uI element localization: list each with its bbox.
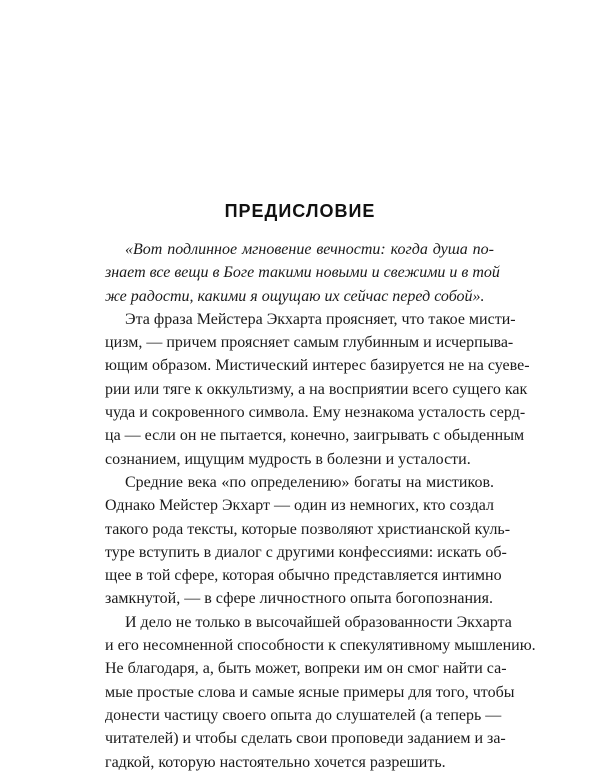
epigraph-line: «Вот подлинное мгновение вечности: когда душа по- [125, 241, 494, 258]
epigraph [105, 238, 500, 308]
paragraph-line: щее в той сфере, которая обычно представляется интимно [105, 567, 502, 585]
paragraph [105, 308, 530, 471]
paragraph-line: сознанием, ищущим мудрость в болезни и усталости. [105, 450, 471, 468]
paragraph-line: такого рода тексты, которые позволяют христианской куль- [105, 520, 511, 538]
paragraph-line: донести частицу своего опыта до слушателей (а теперь — [105, 706, 502, 724]
epigraph-line: же радости, какими я ощущаю их сейчас перед собой». [105, 287, 485, 305]
paragraph-line: рии или тяге к оккультизму, а на восприятии всего сущего как [105, 380, 528, 398]
paragraph-line: гадкой, которую настоятельно хочется разрешить. [105, 753, 446, 771]
paragraph-line: Средние века «по определению» богаты на мистиков. [125, 473, 494, 491]
paragraph-line: ющим образом. Мистический интерес базируется не на суеве- [105, 357, 530, 375]
paragraph-line: Однако Мейстер Экхарт — один из немногих, кто создал [105, 497, 494, 515]
paragraph-line: цизм, — причем проясняет самым глубинным и исчерпыва- [105, 334, 514, 352]
epigraph-line: знает все вещи в Боге такими новыми и свежими и в той [105, 264, 500, 282]
paragraph-line: читателей) и чтобы сделать свои проповеди заданием и за- [105, 730, 506, 748]
paragraph-line: туре вступить в диалог с другими конфессиями: искать об- [105, 543, 507, 561]
paragraph-line: мые простые слова и самые ясные примеры для того, чтобы [105, 683, 515, 701]
paragraph [105, 471, 511, 611]
paragraph-line: Не благодаря, а, быть может, вопреки им он смог найти са- [105, 660, 507, 678]
page-title: ПРЕДИСЛОВИЕ [224, 201, 376, 221]
paragraph-line: чуда и сокровенного символа. Ему незнакома усталость серд- [105, 404, 526, 422]
paragraph-line: Эта фраза Мейстера Экхарта проясняет, что такое мисти- [125, 310, 516, 328]
paragraph-line: И дело не только в высочайшей образованности Экхарта [125, 613, 512, 631]
paragraph-line: замкнутой, — в сфере личностного опыта богопознания. [105, 590, 493, 608]
paragraph-line: и его несомненной способности к спекулятивному мышлению. [105, 637, 536, 655]
body-text [105, 238, 536, 774]
paragraph-line: ца — если он не пытается, конечно, заигрывать с обыденным [105, 427, 525, 445]
paragraph [105, 611, 536, 774]
